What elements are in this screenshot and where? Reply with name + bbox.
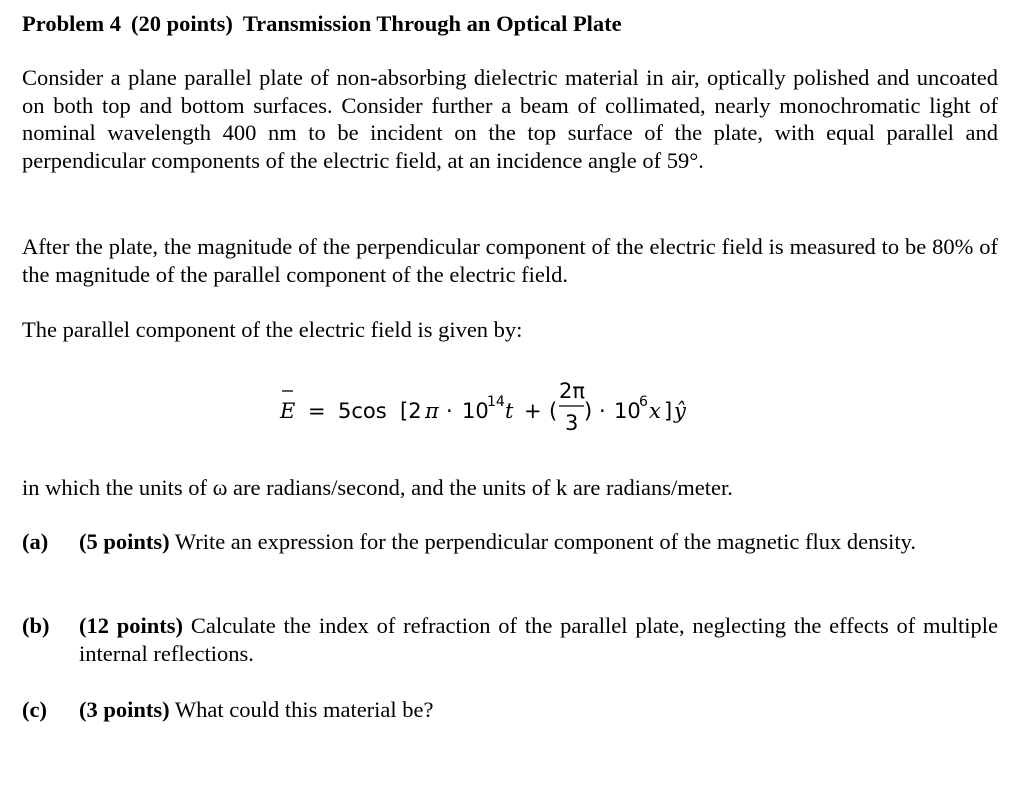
part-a-text: Write an expression for the perpendicular component of the magnetic flux density.	[174, 529, 916, 554]
eq-equals: =	[308, 399, 326, 423]
eq-lhs: E	[280, 399, 296, 423]
eq-dot-2: ·	[599, 399, 606, 423]
measurement-paragraph: After the plate, the magnitude of the perpendicular component of the electric field is measured to be 80% of the magnitude of the parallel component of the electric field.	[22, 234, 998, 287]
part-a-label: (a)	[22, 529, 49, 554]
units-paragraph: in which the units of ω are radians/second, and the units of k are radians/meter.	[22, 475, 733, 500]
eq-paren-open: (	[549, 399, 558, 423]
eq-close-bracket: ]	[664, 399, 673, 423]
part-c	[22, 696, 998, 724]
eq-t: t	[505, 399, 514, 423]
eq-exp-a: 14	[487, 394, 505, 410]
part-b	[22, 612, 998, 667]
intro-paragraph: Consider a plane parallel plate of non-absorbing dielectric material in air, optically polished and uncoated on both top and bottom surfaces. Consider further a beam of collimated, nearly monochromatic light of nominal wavelength 400 nm to be incident on the top surface of the plate, with equal parallel and perpendicular components of the electric field, at an incidence angle of 59°.	[22, 65, 998, 173]
part-b-label: (b)	[22, 613, 50, 638]
eq-cos: 5cos	[338, 399, 387, 423]
electric-field-equation	[22, 370, 998, 450]
eq-ten-b: 10	[614, 399, 641, 423]
problem-heading	[22, 8, 998, 40]
part-c-text: What could this material be?	[174, 697, 434, 722]
part-b-points: (12 points)	[79, 613, 184, 638]
part-b-text: Calculate the index of refraction of the parallel plate, neglecting the effects of multiple internal reflections.	[79, 613, 999, 666]
part-c-label: (c)	[22, 697, 47, 722]
eq-ten-a: 10	[462, 399, 489, 423]
part-a-body	[79, 528, 998, 556]
part-a	[22, 528, 998, 556]
eq-open-bracket: [2	[400, 399, 422, 423]
eq-fraction-num: 2π	[559, 379, 586, 403]
part-b-body	[79, 612, 998, 667]
eq-exp-b: 6	[639, 394, 648, 410]
eq-unit-vector: ŷ	[674, 399, 686, 423]
equation-svg	[22, 370, 998, 450]
problem-title: Transmission Through an Optical Plate	[242, 11, 622, 36]
eq-plus: +	[524, 399, 542, 423]
part-c-points: (3 points)	[79, 697, 170, 722]
eq-fraction-den: 3	[565, 411, 579, 435]
part-c-body	[79, 696, 998, 724]
problem-points: (20 points)	[130, 11, 233, 36]
problem-page	[22, 8, 999, 722]
field-intro-paragraph: The parallel component of the electric field is given by:	[22, 317, 523, 342]
eq-dot-1: ·	[446, 399, 453, 423]
eq-paren-close: )	[584, 399, 593, 423]
problem-number: Problem 4	[22, 11, 121, 36]
eq-x: x	[649, 399, 661, 423]
part-a-points: (5 points)	[79, 529, 170, 554]
eq-pi: π	[425, 399, 439, 423]
